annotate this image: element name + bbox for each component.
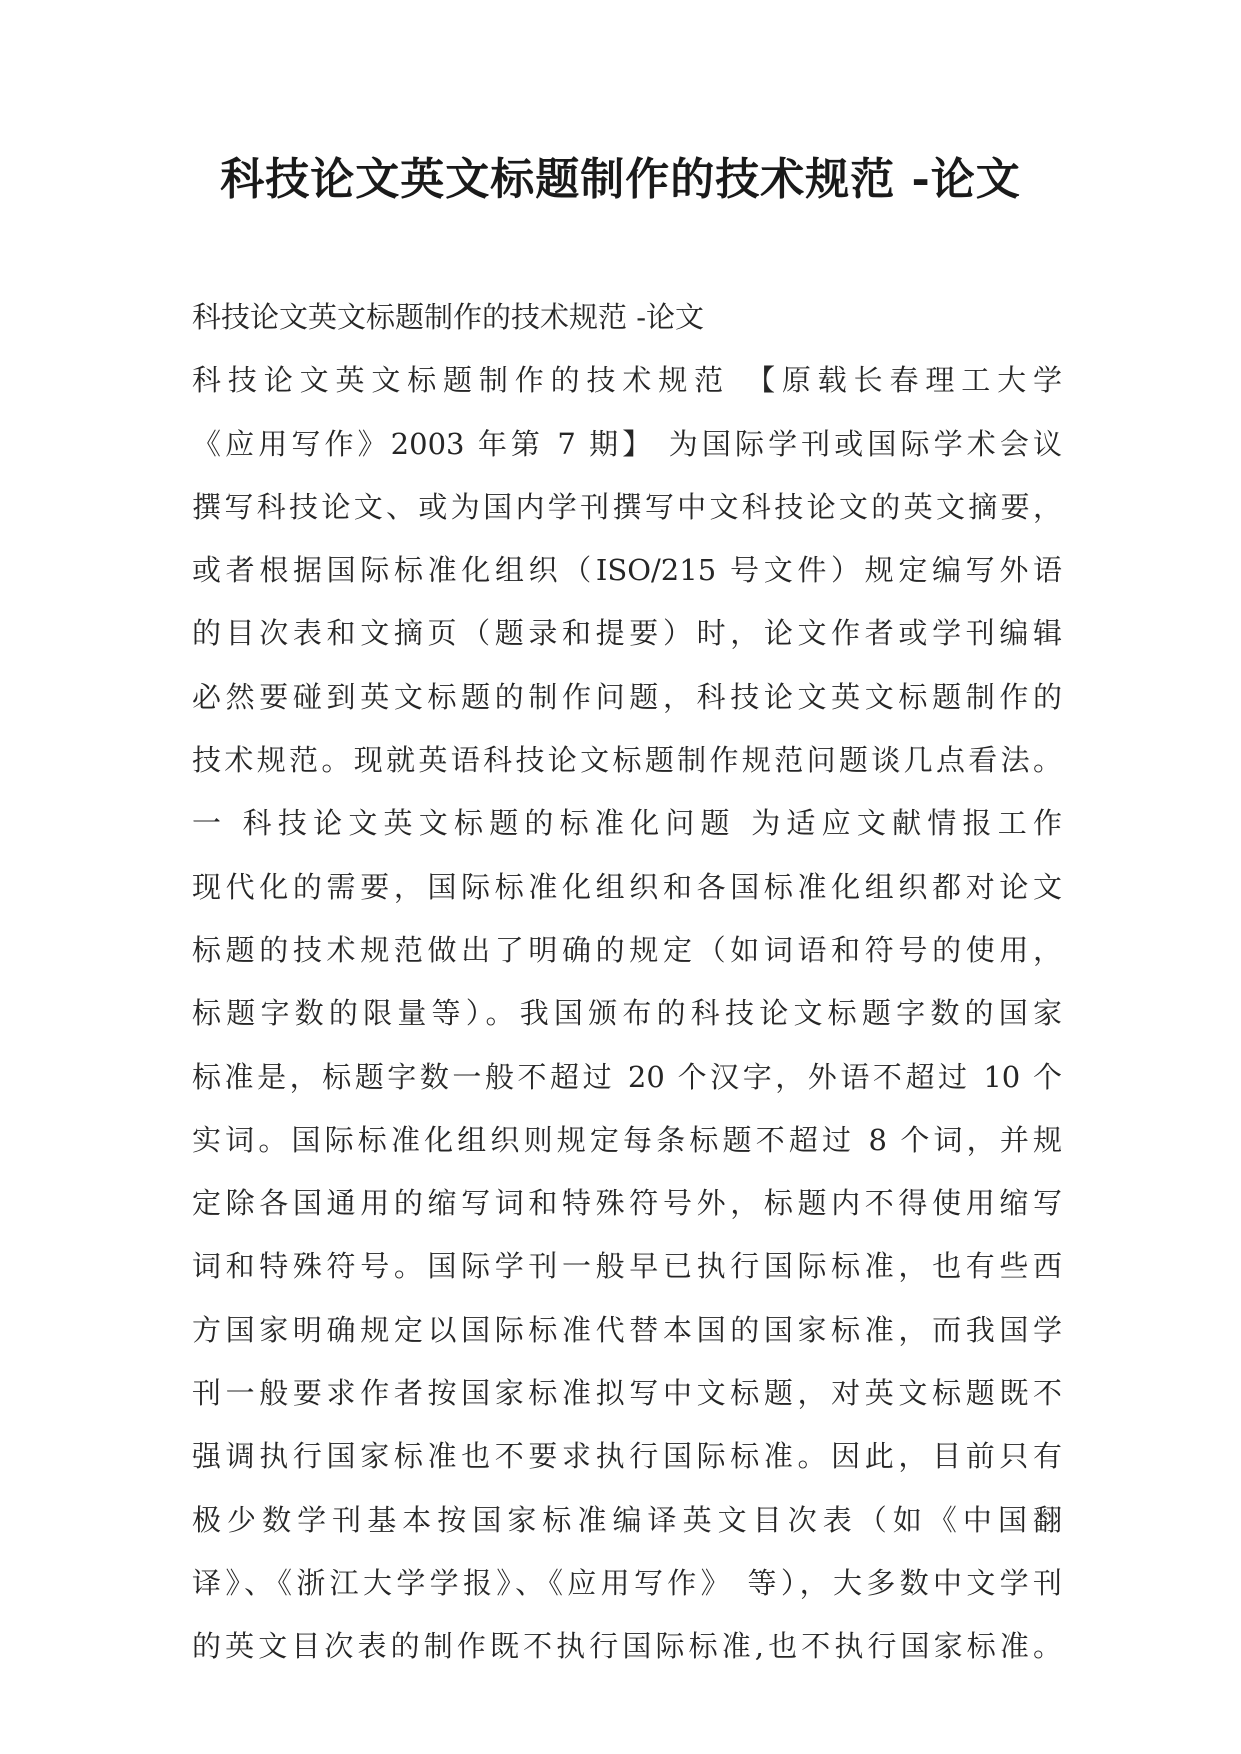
body-line: 必然要碰到英文标题的制作问题，科技论文英文标题制作的 [192, 679, 1062, 714]
body-line: 刊一般要求作者按国家标准拟写中文标题，对英文标题既不 [192, 1376, 1062, 1411]
body-line: 撰写科技论文、或为国内学刊撰写中文科技论文的英文摘要， [192, 489, 1062, 524]
body-line: 强调执行国家标准也不要求执行国际标准。因此，目前只有 [192, 1439, 1062, 1474]
body-line: 极少数学刊基本按国家标准编译英文目次表（如《中国翻 [192, 1502, 1062, 1537]
body-line: 标题的技术规范做出了明确的规定（如词语和符号的使用， [192, 932, 1062, 967]
body-line: 标准是，标题字数一般不超过 20 个汉字，外语不超过 10 个 [192, 1059, 1062, 1094]
body-line: 或者根据国际标准化组织（ISO/215 号文件）规定编写外语 [192, 553, 1062, 588]
body-line: 一 科技论文英文标题的标准化问题 为适应文献情报工作 [192, 806, 1062, 841]
document-body [192, 286, 1062, 1679]
body-line: 译》、《浙江大学学报》、《应用写作》 等），大多数中文学刊 [192, 1565, 1062, 1600]
body-line: 定除各国通用的缩写词和特殊符号外，标题内不得使用缩写 [192, 1186, 1062, 1221]
body-line: 现代化的需要，国际标准化组织和各国标准化组织都对论文 [192, 869, 1062, 904]
body-line: 科技论文英文标题制作的技术规范 -论文 [192, 300, 705, 334]
body-line: 的英文目次表的制作既不执行国际标准,也不执行国家标准。 [192, 1629, 1062, 1664]
body-line: 标题字数的限量等）。我国颁布的科技论文标题字数的国家 [192, 996, 1062, 1031]
body-line: 实词。国际标准化组织则规定每条标题不超过 8 个词，并规 [192, 1122, 1062, 1157]
body-line: 技术规范。现就英语科技论文标题制作规范问题谈几点看法。 [192, 743, 1062, 778]
body-line: 词和特殊符号。国际学刊一般早已执行国际标准，也有些西 [192, 1249, 1062, 1284]
body-line: 《应用写作》2003 年第 7 期】 为国际学刊或国际学术会议 [192, 426, 1062, 461]
body-line: 科技论文英文标题制作的技术规范 【原载长春理工大学 [192, 363, 1062, 398]
document-title: 科技论文英文标题制作的技术规范 -论文 [220, 154, 1021, 205]
body-line: 方国家明确规定以国际标准代替本国的国家标准，而我国学 [192, 1312, 1062, 1347]
body-line: 的目次表和文摘页（题录和提要）时，论文作者或学刊编辑 [192, 616, 1062, 651]
